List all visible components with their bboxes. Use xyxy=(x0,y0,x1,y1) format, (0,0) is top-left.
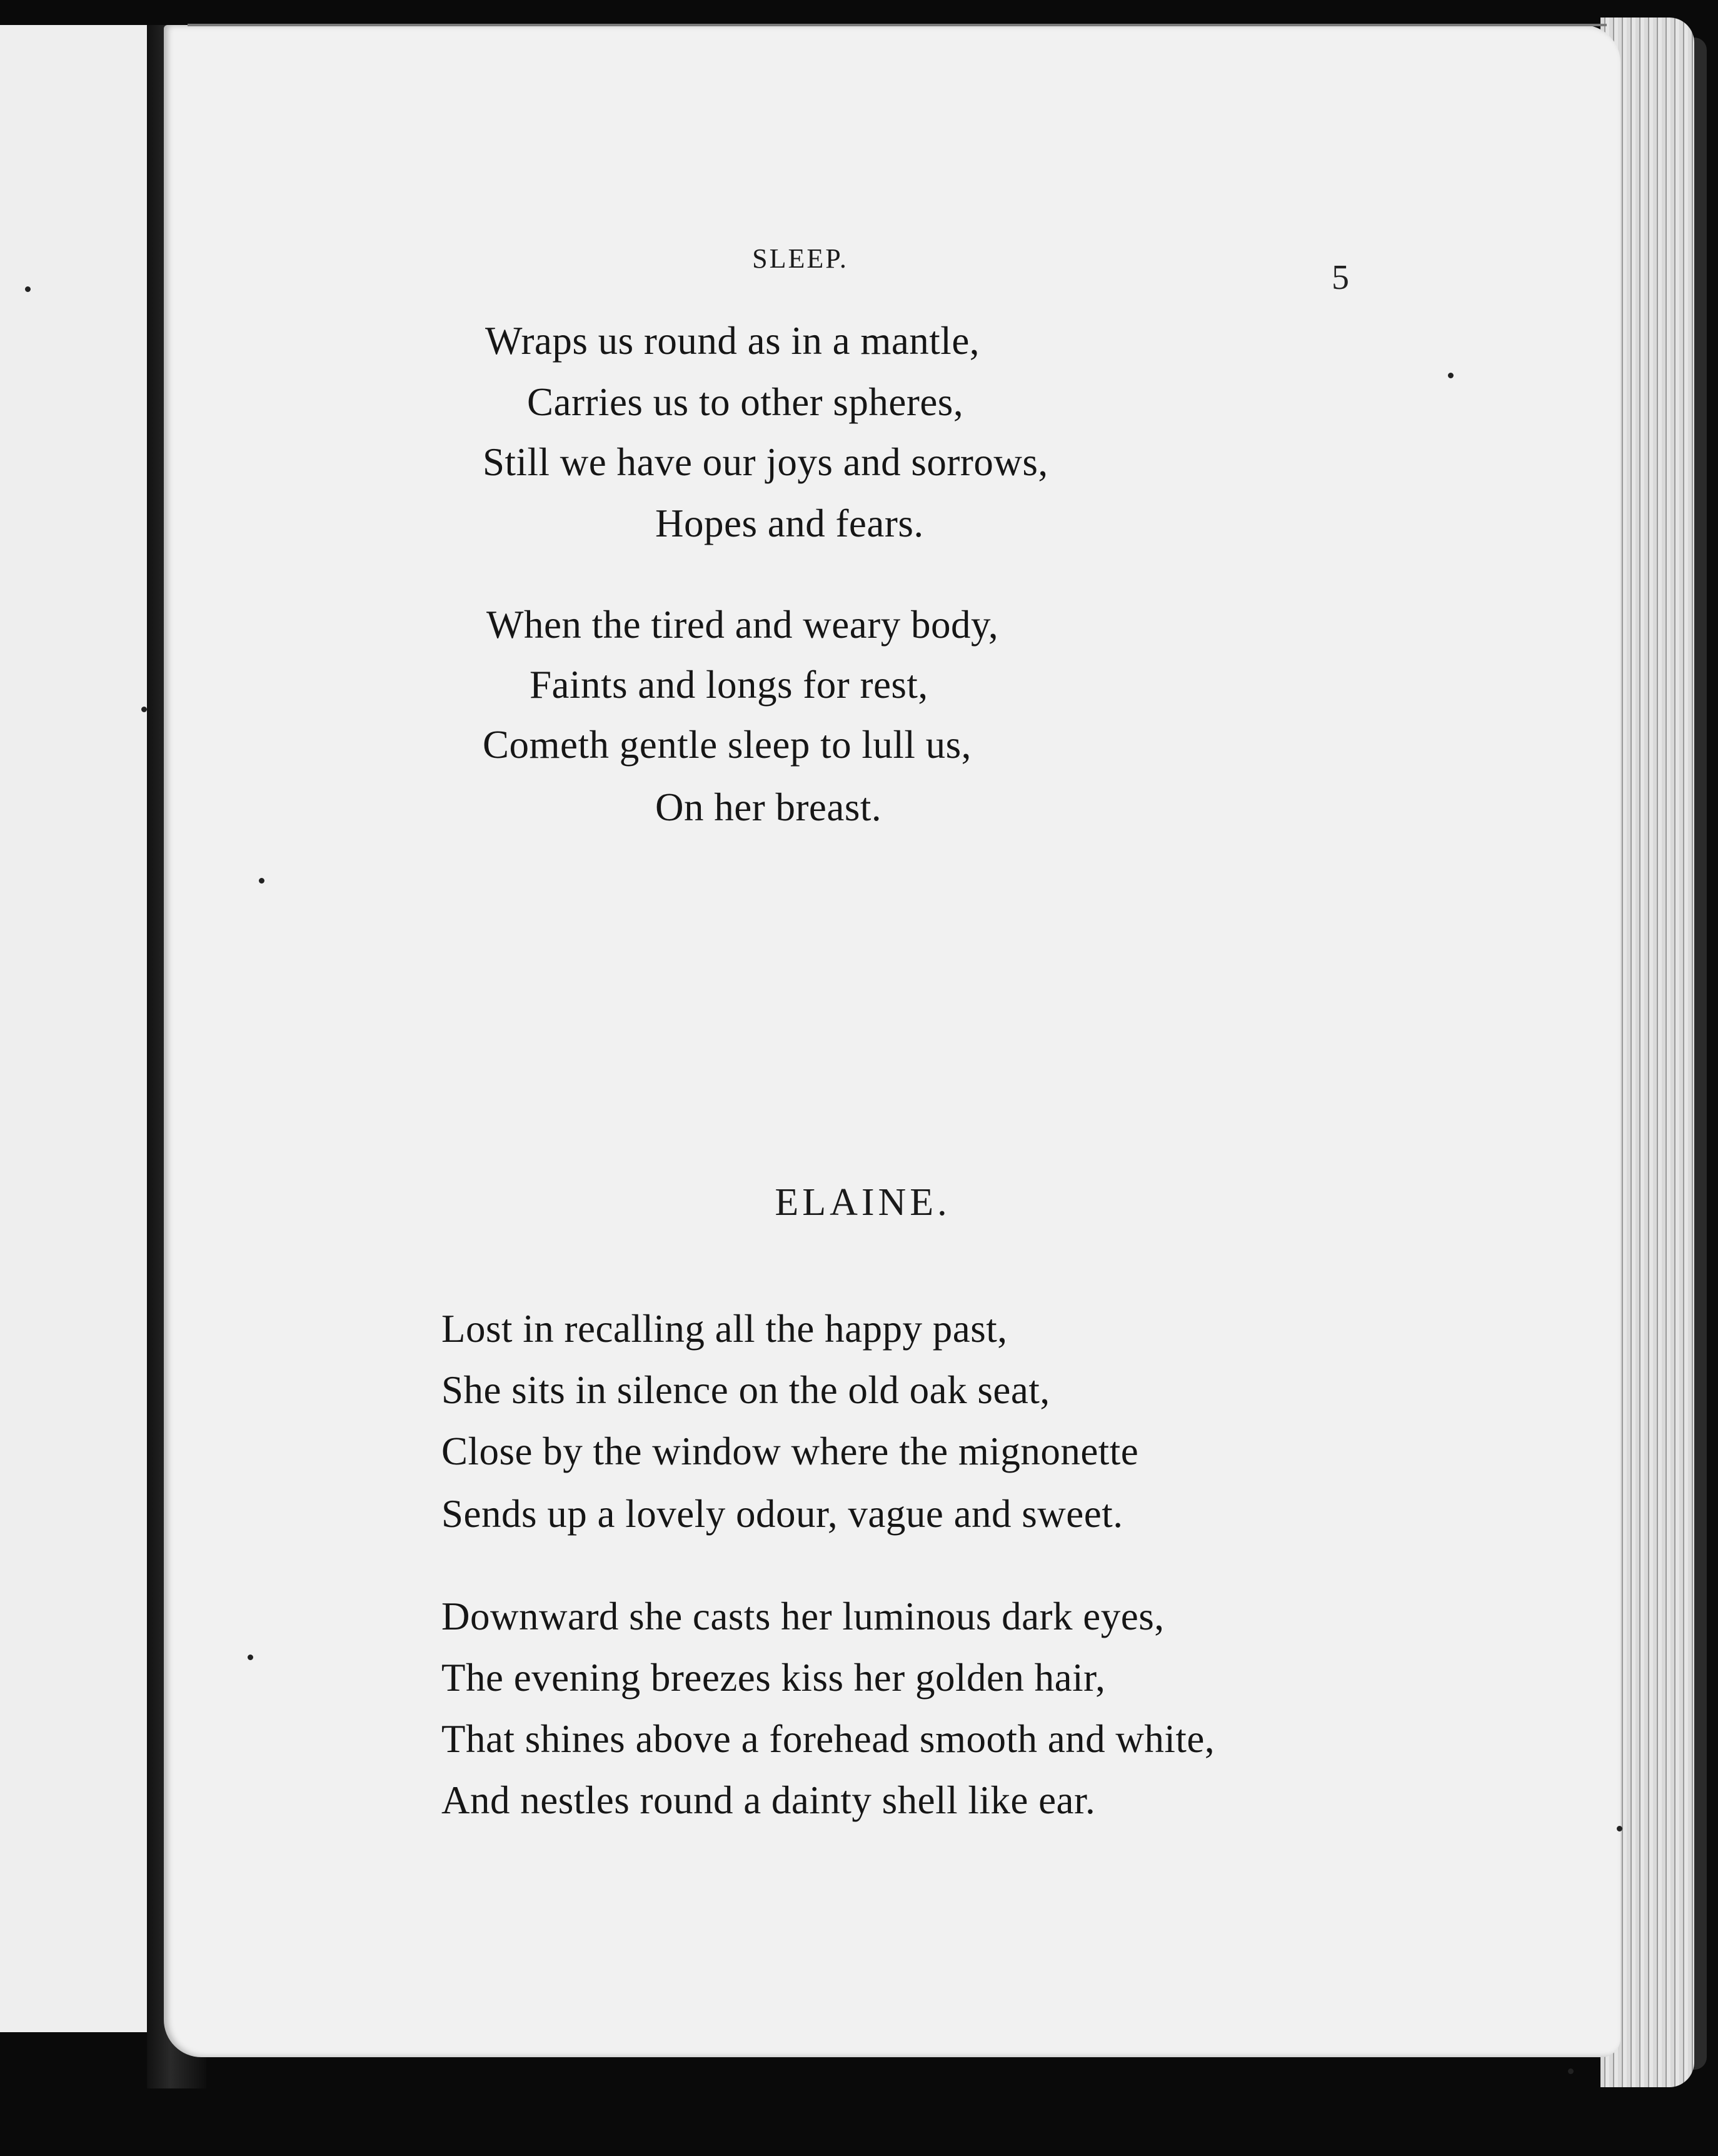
poem-line: Lost in recalling all the happy past, xyxy=(441,1307,1008,1351)
poem-line: She sits in silence on the old oak seat, xyxy=(441,1368,1050,1412)
scan-speck xyxy=(25,286,31,292)
poem-line: On her breast. xyxy=(655,785,882,829)
poem-line: Sends up a lovely odour, vague and sweet. xyxy=(441,1492,1123,1536)
poem-line: Cometh gentle sleep to lull us, xyxy=(483,723,972,767)
scan-speck xyxy=(1448,373,1454,378)
page-number: 5 xyxy=(1332,258,1349,297)
poem-line: Faints and longs for rest, xyxy=(530,663,928,707)
poem-title: ELAINE. xyxy=(775,1181,951,1224)
poem-line: Wraps us round as in a mantle, xyxy=(485,319,980,363)
page-top-edge xyxy=(188,24,1607,26)
running-head: SLEEP. xyxy=(752,243,848,274)
poem-line: Downward she casts her luminous dark eyes, xyxy=(441,1594,1165,1638)
poem-line: That shines above a forehead smooth and white, xyxy=(441,1717,1215,1761)
poem-line: The evening breezes kiss her golden hair, xyxy=(441,1656,1106,1700)
poem-line: When the tired and weary body, xyxy=(486,603,999,647)
poem-line: Close by the window where the mignonette xyxy=(441,1429,1139,1473)
scan-speck xyxy=(141,707,147,712)
poem-line: And nestles round a dainty shell like ear. xyxy=(441,1778,1096,1822)
scan-speck xyxy=(1617,1826,1622,1831)
scan-speck xyxy=(259,878,264,884)
poem-line: Still we have our joys and sorrows, xyxy=(483,440,1048,484)
scan-speck xyxy=(1568,2068,1574,2074)
poem-line: Hopes and fears. xyxy=(655,501,924,545)
facing-page xyxy=(0,25,153,2032)
poem-line: Carries us to other spheres, xyxy=(527,380,964,424)
scan-speck xyxy=(248,1655,253,1660)
